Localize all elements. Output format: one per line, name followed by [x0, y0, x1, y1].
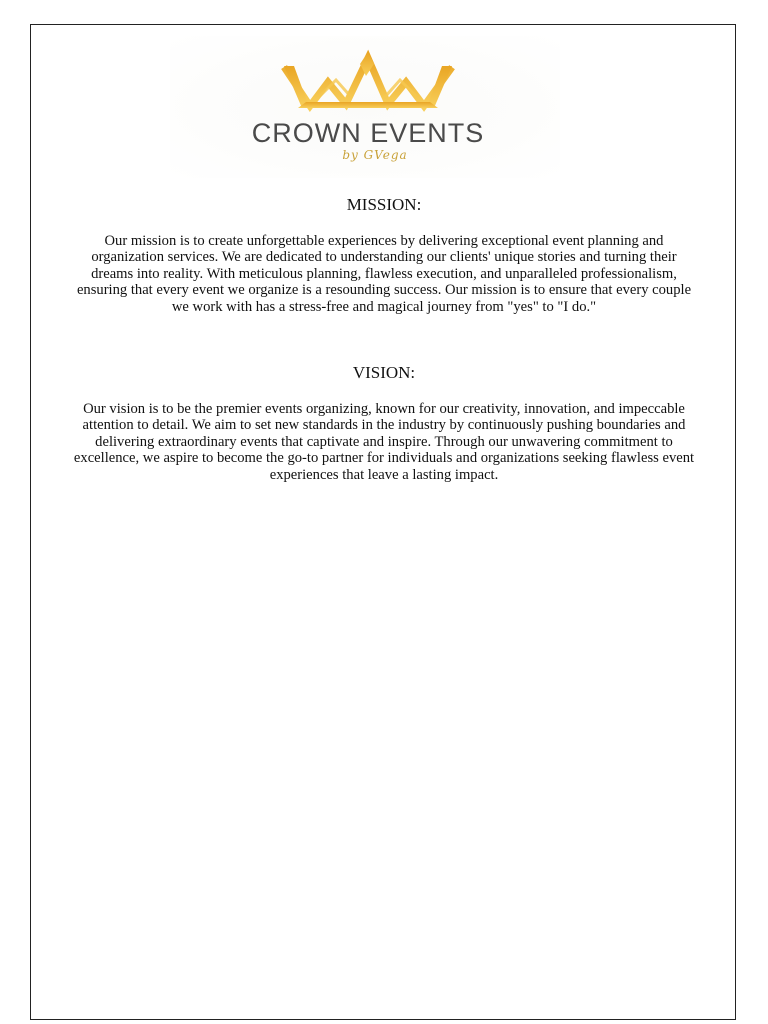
logo-wordmark: CROWN EVENTS: [251, 118, 485, 148]
mission-heading: MISSION:: [346, 195, 422, 214]
logo-signature: by GVega: [342, 148, 408, 162]
mission-paragraph: Our mission is to create unforgettable experiences by delivering exceptional event planning and organization services. We are dedicated to understanding our clients' unique stories and turning their dreams into reality. With meticulous planning, flawless execution, and unparalleled professionalism, ensuring that every event we organize is a resounding success. Our mission is to ensure that every couple we work with has a stress-free and magical journey from "yes" to "I do.": [76, 233, 692, 315]
crown-events-logo: [170, 36, 560, 178]
vision-paragraph: Our vision is to be the premier events organizing, known for our creativity, innovation, and impeccable attention to detail. We aim to set new standards in the industry by continuously pushing boundaries and delivering extraordinary events that captivate and inspire. Through our unwavering commitment to excellence, we aspire to become the go-to partner for individuals and organizations seeking flawless event experiences that leave a lasting impact.: [73, 401, 695, 483]
vision-heading: VISION:: [352, 363, 416, 382]
